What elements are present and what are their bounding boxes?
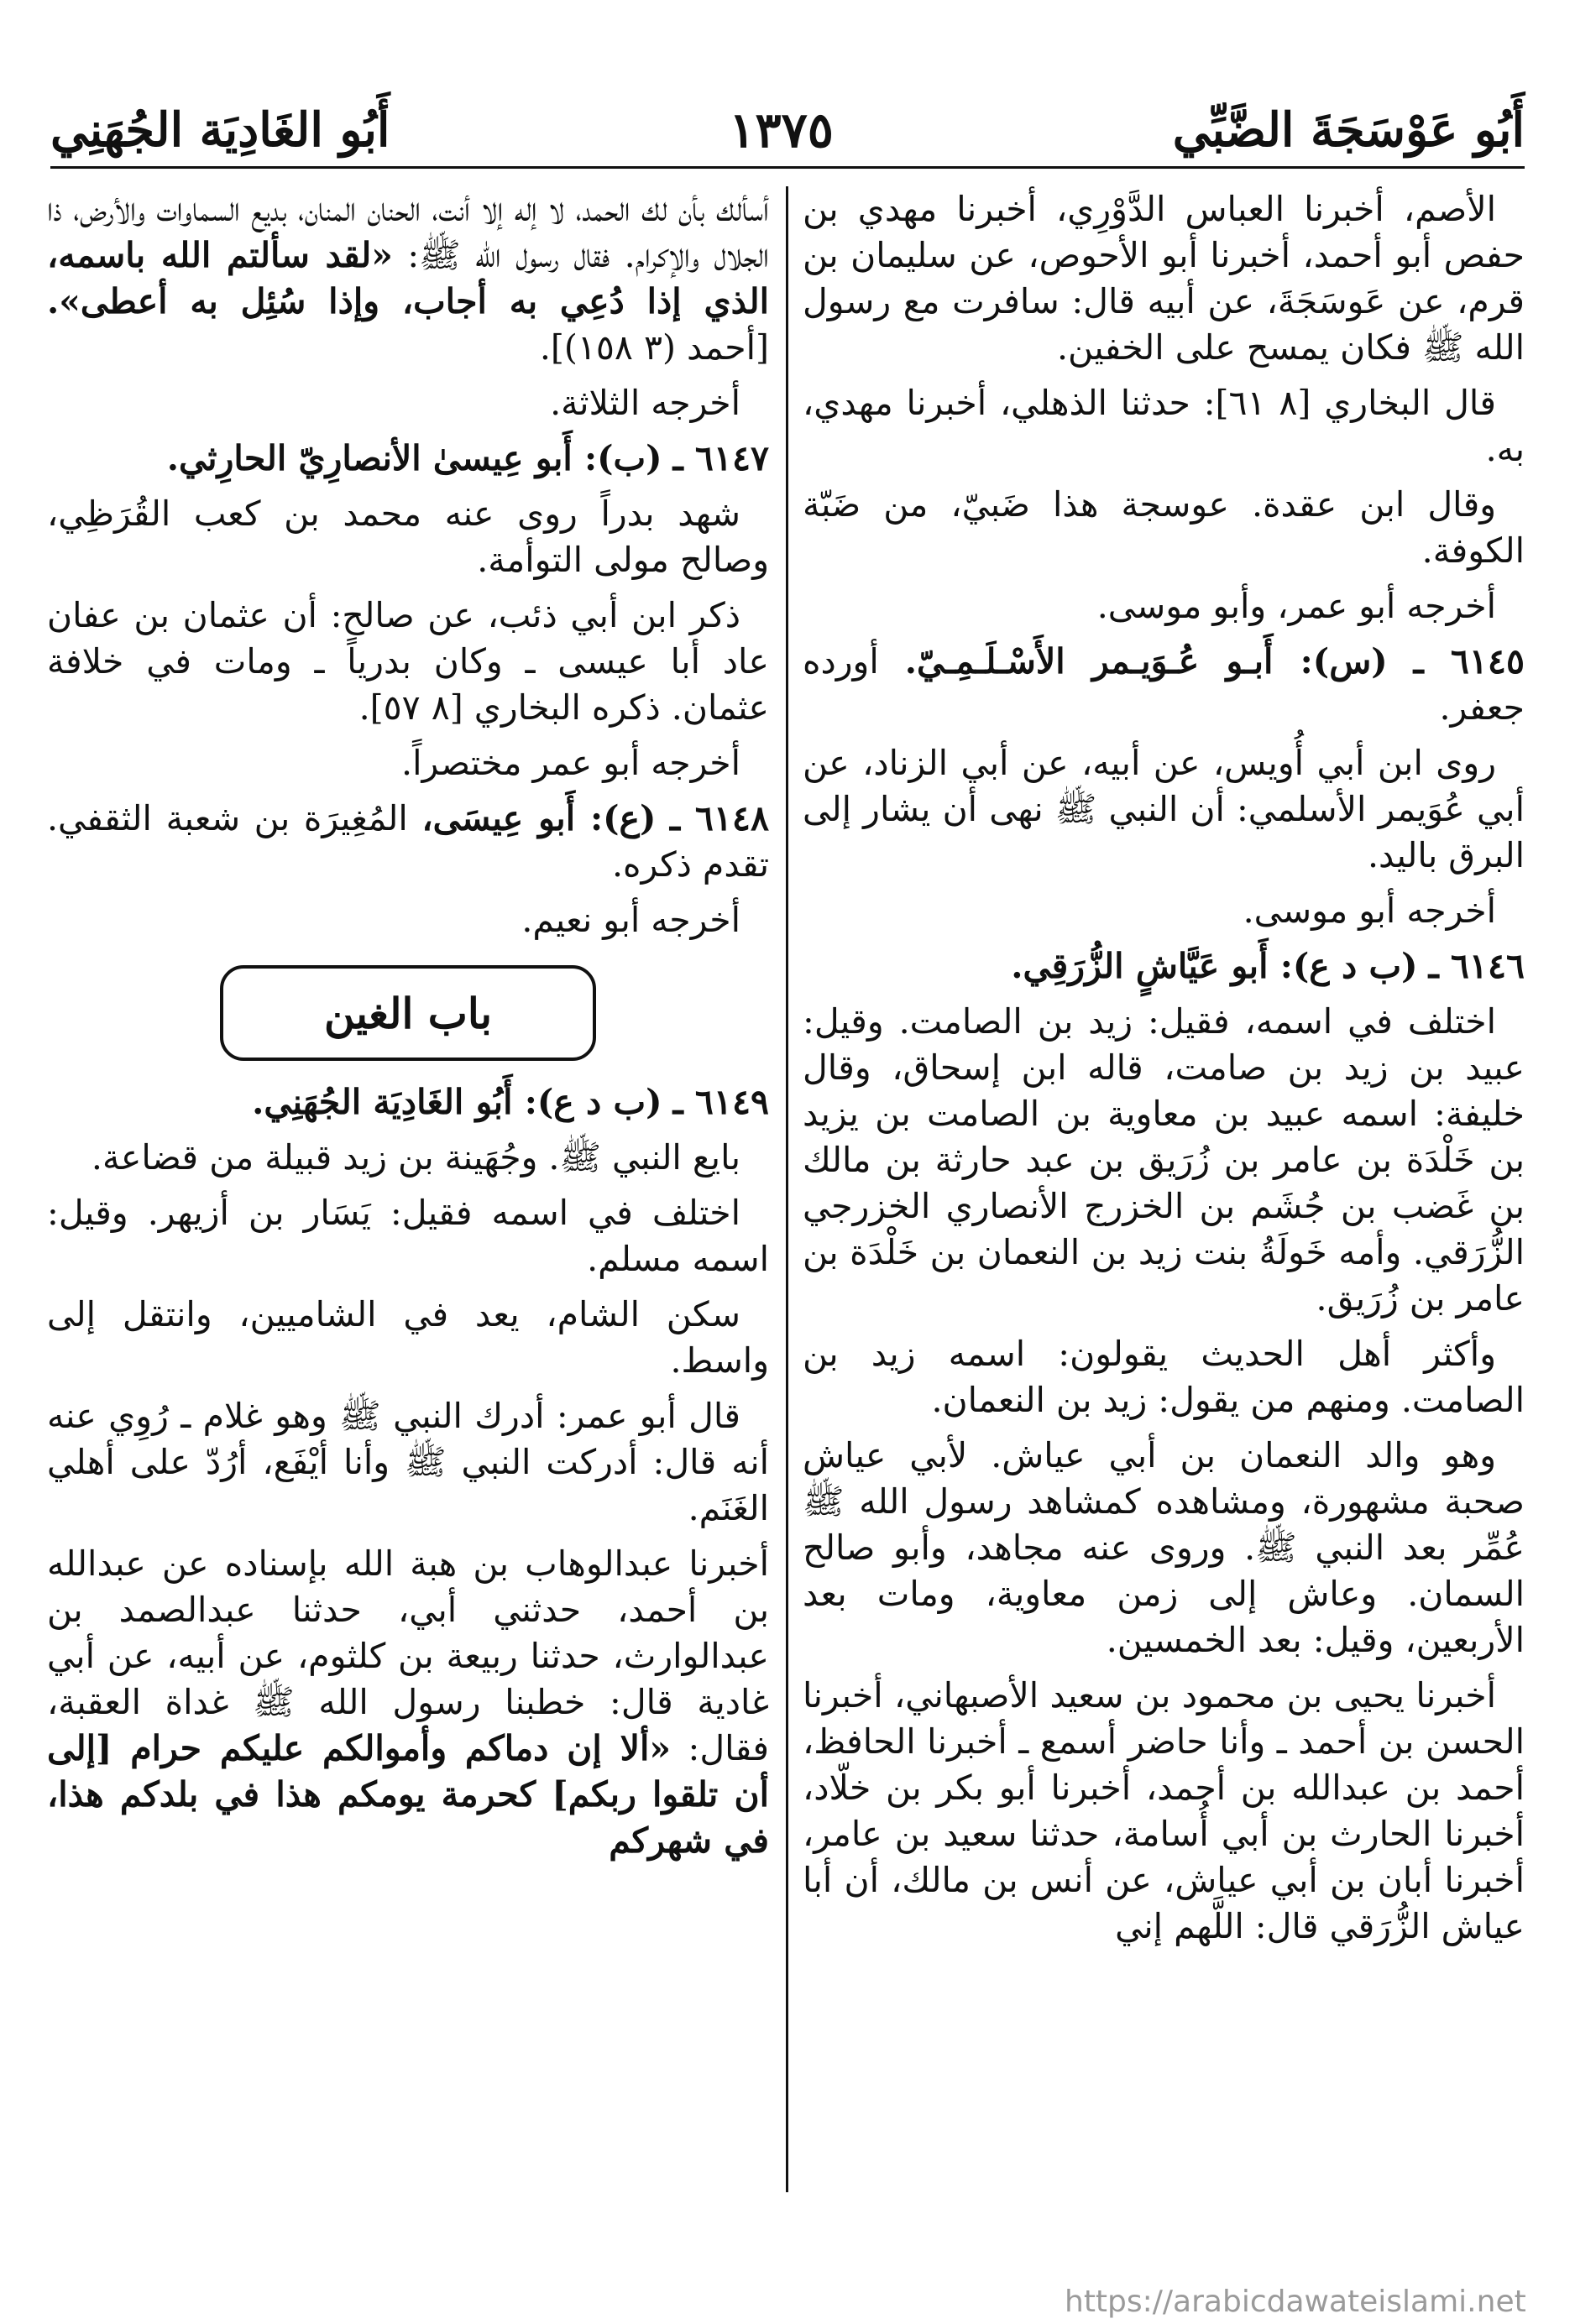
- entry-number: ٦١٤٥ ـ: [1413, 641, 1525, 682]
- paragraph: وقال ابن عقدة. عوسجة هذا ضَبيّ، من ضَبّة الكوفة.: [803, 484, 1525, 571]
- paragraph: [47, 1541, 769, 1864]
- page-number: ١٣٧٥: [729, 102, 834, 159]
- entry-number: ٦١٤٩ ـ: [672, 1082, 769, 1122]
- paragraph: أخرجه أبو عمر، وأبو موسى.: [1096, 586, 1496, 626]
- paragraph: قال أبو عمر: أدرك النبي ﷺ وهو غلام ـ رُوِي عنه أنه قال: أدركت النبي ﷺ وأنا أيْفَع، أرُدّ على أهلي الغَنَم.: [47, 1396, 769, 1528]
- hadith-quote: «ألا إن دماكم وأموالكم عليكم حرام [إلى أن تلقوا ربكم] كحرمة يومكم هذا في بلدكم هذا، في شهركم: [47, 1728, 769, 1861]
- entry-number: ٦١٤٧ ـ: [672, 438, 769, 478]
- paragraph: أخرجه الثلاثة.: [550, 383, 740, 423]
- entry-heading: (ب د ع): أَبُو الغَادِيَة الجُهَنِي.: [252, 1082, 662, 1122]
- paragraph: وهو والد النعمان بن أبي عياش. لأبي عياش صحبة مشهورة، ومشاهده كمشاهد رسول الله ﷺ عُمِّر بعد النبي ﷺ. وروى عنه مجاهد، وأبو صالح السمان. وعاش إلى زمن معاوية، ومات بعد الأربعين، وقيل: بعد الخمسين.: [803, 1435, 1525, 1660]
- column-divider: [786, 186, 788, 2192]
- chapter-heading-box: [220, 965, 596, 1061]
- paragraph: قال البخاري [٨ ٦١]: حدثنا الذهلي، أخبرنا مهدي، به.: [803, 383, 1525, 469]
- entry-heading: (ب د ع): أَبو عَيَّاشٍ الزُّرَقِي.: [1011, 946, 1418, 986]
- paragraph: روى ابن أبي أُويس، عن أبيه، عن أبي الزناد، عن أبي عُوَيمر الأسلمي: أن النبي ﷺ نهى أن يشار إلى البرق باليد.: [803, 743, 1525, 875]
- running-header: [50, 99, 1525, 169]
- paragraph: سكن الشام، يعد في الشاميين، وانتقل إلى واسط.: [47, 1294, 769, 1381]
- paragraph-text: أخبرنا عبدالوهاب بن هبة الله بإسناده عن عبدالله بن أحمد، حدثني أبي، حدثنا عبدالصمد بن عبدالوارث، حدثنا ربيعة بن كلثوم، عن أبيه، عن أبي غادية قال: خطبنا رسول الله ﷺ غداة العقبة، فقال:: [47, 1543, 769, 1768]
- header-right-title: أَبُو عَوْسَجَةَ الضَّبِّي: [1172, 102, 1525, 158]
- paragraph: أخبرنا يحيى بن محمود بن سعيد الأصبهاني، أخبرنا الحسن بن أحمد ـ وأنا حاضر أسمع ـ أخبرنا الحافظ، أحمد بن عبدالله بن أحمد، أخبرنا أبو بكر بن خلّاد، أخبرنا الحارث بن أبي أُسامة، حدثنا سعيد بن عامر، أخبرنا أبان بن أبي عياش، عن أنس بن مالك، أن أبا عياش الزُّرَقي قال: اللَّهم إني: [803, 1675, 1525, 1946]
- watermark-url: https://arabicdawateislami.net: [1065, 2285, 1526, 2319]
- paragraph-text: أسألك بأن لك الحمد، لا إله إلا أنت، الحنان المنان، بديع السماوات والأرض، ذا الجلال والإكرام. فقال رسول الله ﷺ:: [47, 189, 769, 275]
- paragraph: [47, 186, 769, 371]
- paragraph: الأصم، أخبرنا العباس الدَّوْرِي، أخبرنا مهدي بن حفص أبو أحمد، أخبرنا أبو الأحوص، عن سليمان بن قرم، عن عَوسَجَةَ، عن أبيه قال: سافرت مع رسول الله ﷺ فكان يمسح على الخفين.: [803, 189, 1525, 368]
- paragraph: أخرجه أبو عمر مختصراً.: [401, 743, 740, 783]
- hadith-quote: «لقد سألتم الله باسمه، الذي إذا دُعِي به أجاب، وإذا سُئِل به أعطى».: [47, 235, 769, 321]
- entry-6148: [47, 796, 769, 888]
- left-column: [47, 186, 769, 2192]
- entry-heading: (ع): أَبو عِيسَى،: [421, 798, 657, 838]
- entry-6146: [803, 943, 1525, 990]
- entry-6149: [47, 1079, 769, 1125]
- paragraph: وأكثر أهل الحديث يقولون: اسمه زيد بن الصامت. ومنهم من يقول: زيد بن النعمان.: [803, 1334, 1525, 1420]
- entry-6147: [47, 436, 769, 482]
- chapter-title: باب الغين: [323, 988, 493, 1038]
- paragraph: اختلف في اسمه فقيل: يَسَار بن أزيهر. وقيل: اسمه مسلم.: [47, 1193, 769, 1279]
- paragraph: اختلف في اسمه، فقيل: زيد بن الصامت. وقيل: عبيد بن زيد بن صامت، قاله ابن إسحاق، وقال خليفة: اسمه عبيد بن معاوية بن الصامت بن يزيد بن خَلْدَة بن عامر بن زُرَيق بن عبد حارثة بن مالك بن غَضب بن جُشَم بن الخزرج الأنصاري الخزرجي الزُّرَقي. وأمه خَولَةُ بنت زيد بن النعمان بن خَلْدَة بن عامر بن زُرَيق.: [803, 1001, 1525, 1319]
- header-left-title: أَبُو الغَادِيَة الجُهَنِي: [50, 102, 390, 158]
- paragraph: ذكر ابن أبي ذئب، عن صالح: أن عثمان بن عفان عاد أبا عيسى ـ وكان بدرياً ـ ومات في خلافة عثمان. ذكره البخاري [٨ ٥٧].: [47, 595, 769, 728]
- entry-text: أورده جعفر.: [803, 641, 1525, 728]
- entry-6145: [803, 639, 1525, 731]
- paragraph: شهد بدراً روى عنه محمد بن كعب القُرَظِي، وصالح مولى التوأمة.: [47, 494, 769, 580]
- paragraph: أخرجه أبو موسى.: [1243, 890, 1496, 931]
- entry-heading: (ب): أَبو عِيسىٰ الأنصارِيّ الحارِثي.: [166, 438, 662, 478]
- right-column: [803, 186, 1525, 2192]
- entry-number: ٦١٤٦ ـ: [1428, 946, 1525, 986]
- paragraph: بايع النبي ﷺ. وجُهَينة بن زيد قبيلة من قضاعة.: [91, 1137, 740, 1178]
- paragraph: أخرجه أبو نعيم.: [521, 900, 740, 940]
- entry-text: المُغِيرَة بن شعبة الثقفي. تقدم ذكره.: [47, 798, 769, 885]
- entry-number: ٦١٤٨ ـ: [670, 798, 769, 838]
- reference: [أحمد (٣ ١٥٨)].: [539, 327, 769, 368]
- entry-heading: (س): أَبـو عُـوَيـمر الأَسْـلَـمِـيّ.: [904, 641, 1388, 682]
